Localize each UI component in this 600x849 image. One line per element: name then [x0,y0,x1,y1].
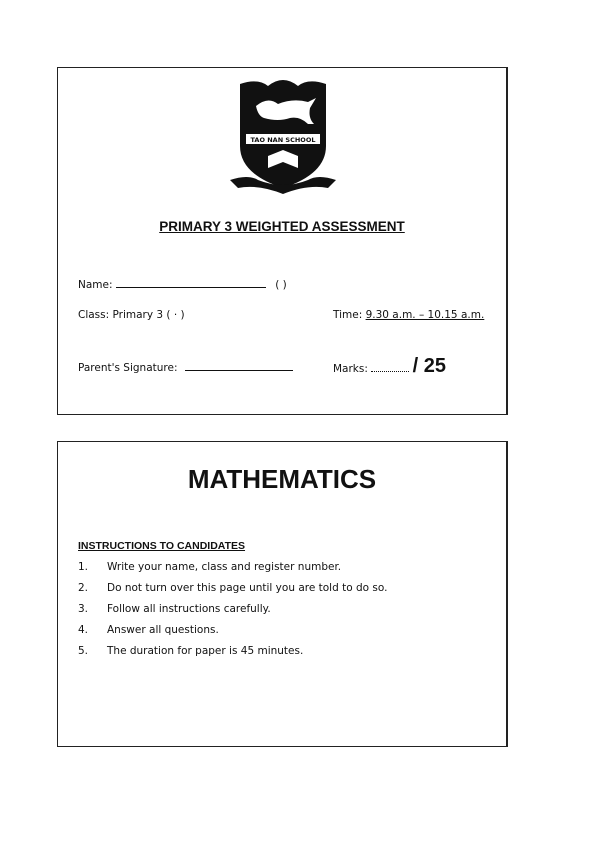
cover-info-box [57,67,508,415]
name-label: Name: [78,279,113,291]
marks-label: Marks: [333,363,368,375]
time-label: Time: [333,309,363,321]
instructions-heading: INSTRUCTIONS TO CANDIDATES [78,540,246,552]
instruction-item: 1. Write your name, class and register number. [78,561,342,573]
signature-label: Parent's Signature: [78,362,178,374]
instruction-item: 4. Answer all questions. [78,624,219,636]
marks-total: / 25 [412,355,446,377]
time-field [333,309,484,321]
instruction-item: 5. The duration for paper is 45 minutes. [78,645,304,657]
assessment-title: PRIMARY 3 WEIGHTED ASSESSMENT [159,219,405,234]
logo-lettering: TAO NAN SCHOOL [250,136,316,144]
signature-line[interactable] [185,370,293,371]
subject-title: MATHEMATICS [187,464,377,494]
name-line[interactable] [116,287,266,288]
time-value: 9.30 a.m. – 10.15 a.m. [365,309,485,321]
class-field: Class: Primary 3 ( · ) [78,309,185,321]
school-crest-logo [228,76,338,196]
signature-field[interactable] [78,362,293,374]
marks-line[interactable] [371,371,409,372]
instruction-item: 3. Follow all instructions carefully. [78,603,271,615]
marks-field [333,355,446,378]
instructions-box [57,441,508,747]
name-field[interactable] [78,279,287,291]
instruction-item: 2. Do not turn over this page until you are told to do so. [78,582,388,594]
register-number-bracket: ( ) [275,279,287,291]
